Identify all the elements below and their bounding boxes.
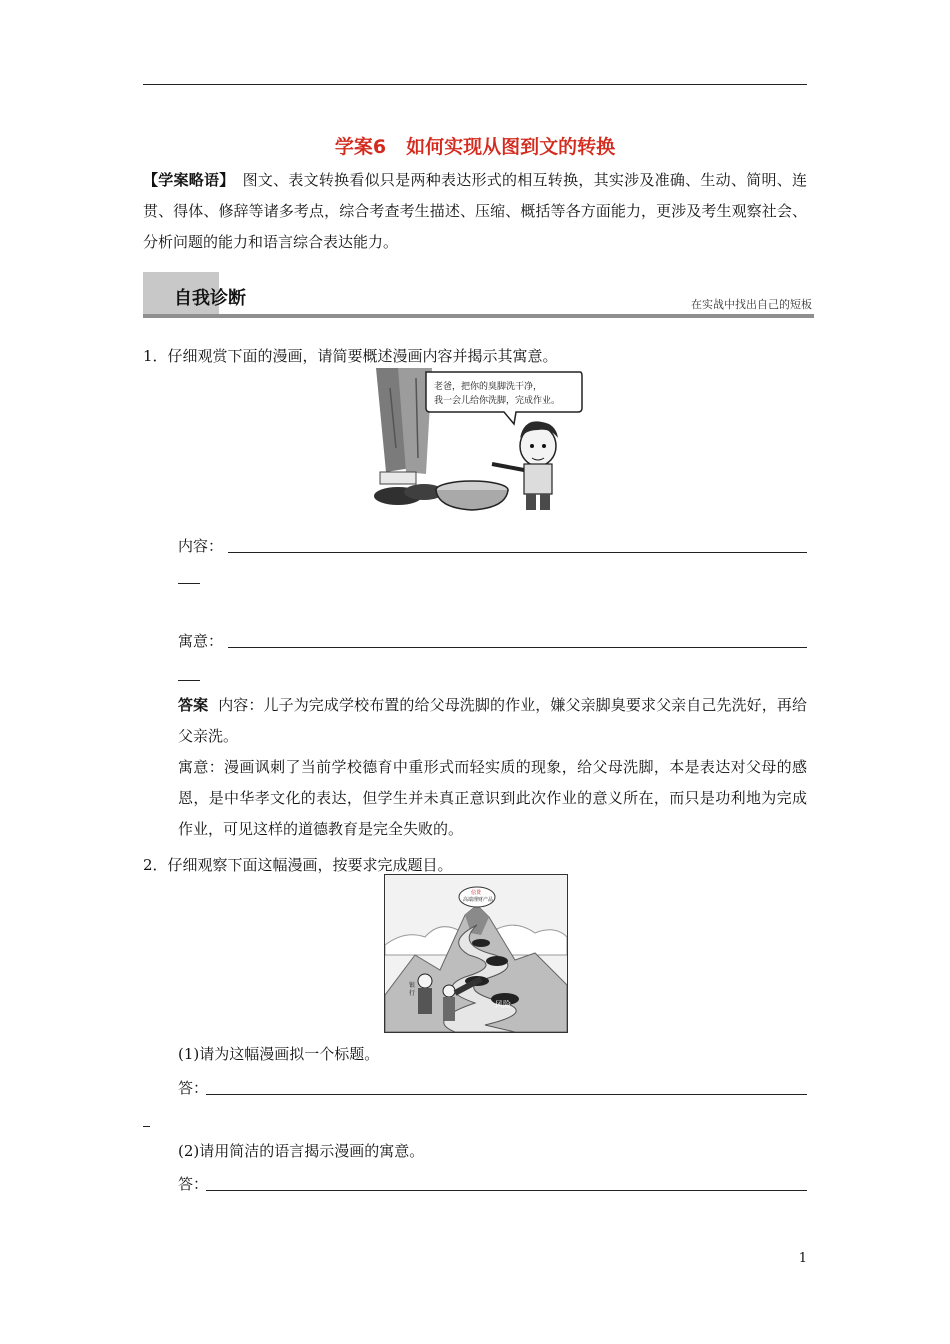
lesson-number: 学案6 [334, 136, 387, 158]
q2-peak-line-1: 信贷 [471, 890, 482, 896]
q2-bank-char-1: 银 [409, 982, 416, 989]
q2-answer1-blank-overflow [143, 1126, 150, 1127]
section-heading: 自我诊断 [174, 288, 246, 309]
q1-prompt: 1．仔细观赏下面的漫画，请简要概述漫画内容并揭示其寓意。 [143, 347, 558, 365]
page-number: 1 [798, 1251, 807, 1266]
q2-cartoon [384, 874, 568, 1033]
q1-content-label: 内容： [178, 537, 224, 555]
q2-answer1-blank[interactable] [206, 1094, 807, 1095]
q1-cartoon-drawing [366, 368, 584, 514]
q1-answer-meaning: 寓意：漫画讽刺了当前学校德育中重形式而轻实质的现象，给父母洗脚，本是表达对父母的感恩，是中华孝文化的表达，但学生并未真正意识到此次作业的意义所在，而只是功利地为完成作业，可见这样的道德教育是完全失败的。 [178, 758, 807, 838]
page-title [143, 132, 807, 159]
q1-meaning-label: 寓意： [178, 632, 224, 650]
q2-bank-char-2: 行 [409, 990, 416, 997]
section-rule [143, 314, 814, 318]
intro-paragraph [143, 165, 807, 258]
q1-bubble-line-1: 老爸，把你的臭脚洗干净， [434, 382, 543, 392]
q2-prompt: 2．仔细观察下面这幅漫画，按要求完成题目。 [143, 856, 453, 874]
q1-meaning-blank-overflow [178, 680, 200, 681]
q1-bubble-line-2: 我一会儿给你洗脚，完成作业。 [434, 396, 561, 406]
q2-answer2-blank[interactable] [206, 1190, 807, 1191]
lesson-title: 如何实现从图到文的转换 [406, 136, 616, 158]
q1-content-blank[interactable] [228, 552, 807, 553]
q1-cartoon [366, 368, 584, 514]
q2-answer1-label: 答： [178, 1079, 209, 1097]
q1-answer-content-text: 内容：儿子为完成学校布置的给父母洗脚的作业，嫌父亲脚臭要求父亲自己先洗好，再给父亲洗。 [178, 696, 807, 745]
q2-sub2: (2)请用简洁的语言揭示漫画的寓意。 [178, 1142, 425, 1160]
header-rule [143, 84, 807, 85]
q1-answer-content [178, 690, 807, 752]
answer-key-label: 答案 [178, 696, 209, 714]
q2-answer2-label: 答： [178, 1175, 209, 1193]
q2-peak-line-2: 高端理财产品 [463, 897, 494, 903]
q2-risk-label: 风险 [495, 1000, 511, 1009]
q1-content-blank-overflow [178, 583, 200, 584]
q2-cartoon-drawing [385, 875, 567, 1032]
section-side-text: 在实战中找出自己的短板 [691, 298, 812, 311]
intro-tag: 【学案略语】 [143, 171, 235, 189]
q2-sub1: (1)请为这幅漫画拟一个标题。 [178, 1045, 380, 1063]
section-header [143, 272, 814, 322]
intro-text: 图文、表文转换看似只是两种表达形式的相互转换，其实涉及准确、生动、简明、连贯、得体、修辞等诸多考点，综合考查考生描述、压缩、概括等各方面能力，更涉及考生观察社会、分析问题的能力和语言综合表达能力。 [143, 171, 807, 251]
q1-meaning-blank[interactable] [228, 647, 807, 648]
